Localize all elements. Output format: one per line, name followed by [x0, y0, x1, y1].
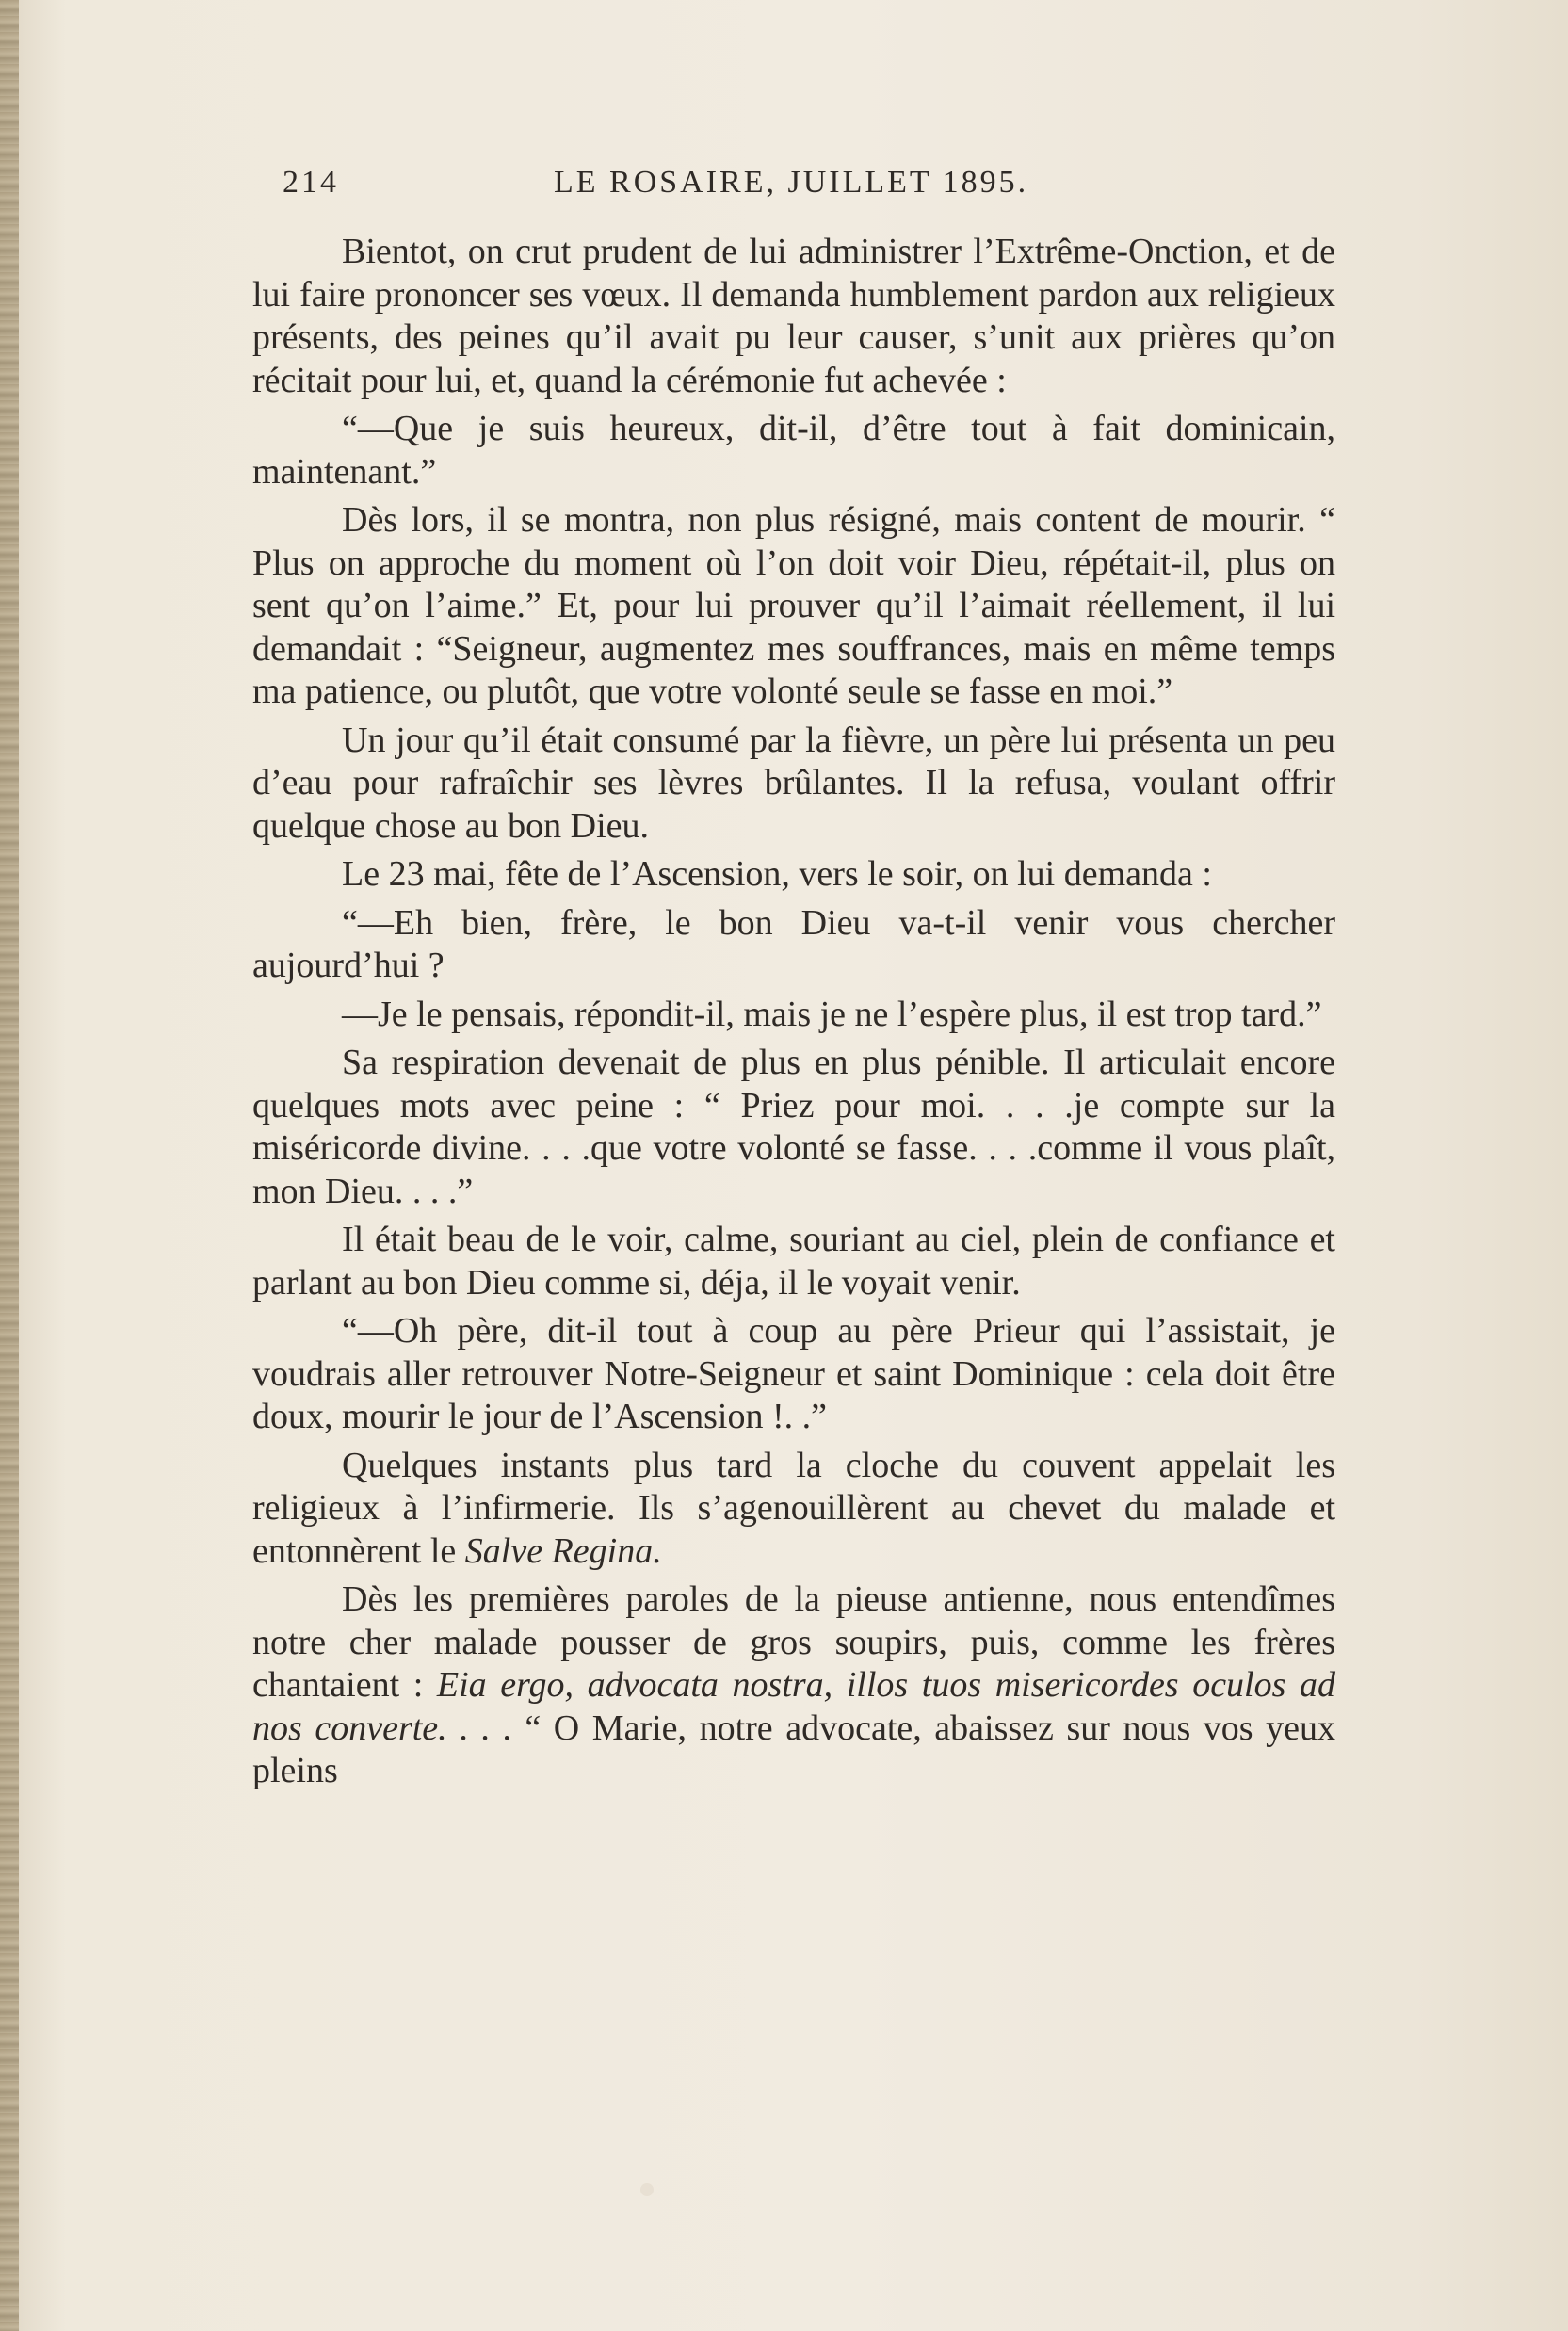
paragraph-cloche-text: Quelques instants plus tard la cloche du couvent appelait les religieux à l’infirmerie. Ils s’agenouillèrent au chevet du malade et entonnèrent le — [252, 1445, 1335, 1571]
paragraph-antienne — [252, 1578, 1335, 1793]
paragraph-calme: Il était beau de le voir, calme, souriant au ciel, plein de confiance et parlant au bon Dieu comme si, déja, il le voyait venir. — [252, 1220, 1335, 1303]
running-title: LE ROSAIRE, JUILLET 1895. — [554, 165, 1029, 200]
paragraph-antienne-text: Dès les premières paroles de la pieuse antienne, nous entendîmes notre cher malade pousser de gros soupirs, puis, comme les frères chantaient : — [252, 1579, 1335, 1705]
paragraph-cloche — [252, 1445, 1335, 1574]
salve-regina-italic: Salve Regina. — [464, 1530, 662, 1571]
paragraph-fievre: Un jour qu’il était consumé par la fièvre, un père lui présenta un peu d’eau pour rafraîchir ses lèvres brûlantes. Il la refusa, voulant offrir quelque chose au bon Dieu. — [252, 720, 1335, 846]
book-binding-edge — [0, 0, 19, 2331]
eia-ergo-italic: Eia ergo, advocata nostra, illos tuos misericordes oculos ad nos converte. . . . — [252, 1665, 1335, 1748]
page-header — [283, 165, 1347, 221]
paragraph-ascension-question: Le 23 mai, fête de l’Ascension, vers le soir, on lui demanda : — [342, 854, 1212, 894]
paragraph-dialogue-oh-pere: “—Oh père, dit-il tout à coup au père Prieur qui l’assistait, je voudrais aller retrouver Notre-Seigneur et saint Dominique : cela doit être doux, mourir le jour de l’Ascension !. .” — [252, 1311, 1335, 1436]
paragraph-dialogue-dominicain: “—Que je suis heureux, dit-il, d’être tout à fait dominicain, maintenant.” — [252, 409, 1335, 492]
paragraph-extreme-onction: Bientot, on crut prudent de lui administrer l’Extrême-Onction, et de lui faire prononcer ses vœux. Il demanda humblement pardon aux religieux présents, des peines qu’il avait pu leur causer, s’unit aux prières qu’on récitait pour lui, et, quand la cérémonie fut achevée : — [252, 232, 1335, 400]
page-number: 214 — [283, 165, 339, 200]
paragraph-dialogue-eh-bien: “—Eh bien, frère, le bon Dieu va-t-il venir vous chercher aujourd’hui ? — [252, 902, 1335, 985]
paragraph-content-de-mourir: Dès lors, il se montra, non plus résigné, mais content de mourir. “ Plus on approche du moment où l’on doit voir Dieu, répétait-il, plus on sent qu’on l’aime.” Et, pour lui prouver qu’il l’aimait réellement, il lui demandait : “Seigneur, augmentez mes souffrances, mais en même temps ma patience, ou plutôt, que votre volonté seule se fasse en moi.” — [252, 500, 1335, 711]
paragraph-antienne-after: “ O Marie, notre advocate, abaissez sur nous vos yeux pleins — [252, 1708, 1335, 1790]
paragraph-dialogue-trop-tard: —Je le pensais, répondit-il, mais je ne l’espère plus, il est trop tard.” — [342, 994, 1322, 1034]
paragraph-respiration: Sa respiration devenait de plus en plus pénible. Il articulait encore quelques mots avec peine : “ Priez pour moi. . . .je compte sur la miséricorde divine. . . .que votre volonté se fasse. . . .comme il vous plaît, mon Dieu. . . .” — [252, 1043, 1335, 1211]
page-blemish — [640, 2183, 654, 2196]
body-text — [252, 231, 1335, 1799]
